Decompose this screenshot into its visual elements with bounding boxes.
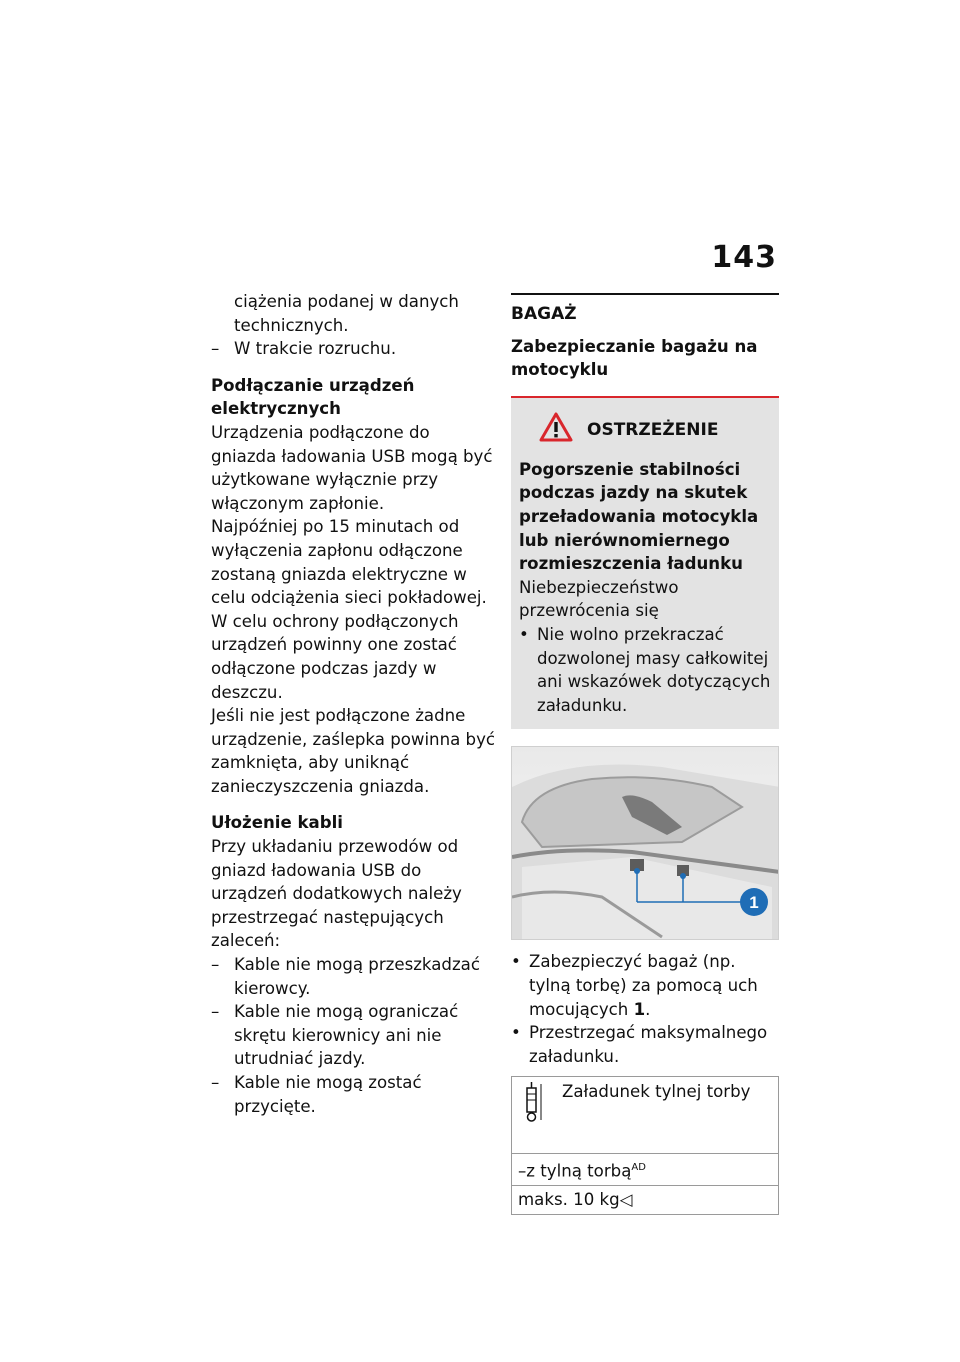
dash-item-start (211, 337, 496, 361)
bullet-text: Nie wolno przekraczać dozwolonej masy całkowitej ani wskazówek dotyczących załadunku. (537, 624, 771, 715)
bullet-item-1 (511, 950, 779, 1021)
heading-devices: Podłączanie urządzeń elektrycznych (211, 375, 415, 419)
paragraph-devices-1: Urządzenia podłączone do gniazda ładowania USB mogą być użytkowane wyłącznie przy włączonym zapłonie. (211, 422, 493, 513)
callout-number: 1 (749, 893, 759, 913)
paragraph-cables: Przy układaniu przewodów od gniazd ładowania USB do urządzeń dodatkowych należy przestrzegać następujących zaleceń: (211, 837, 462, 951)
paragraph-devices-4: Jeśli nie jest podłączone żadne urządzenie, zaślepka powinna być zamknięta, aby uniknąć zanieczyszczenia gniazda. (211, 706, 496, 796)
table-row (512, 1153, 778, 1185)
warning-bold-text: Pogorszenie stabilności podczas jazdy na skutek przeładowania motocykla lub nierównomiernego rozmieszczenia ładunku (519, 459, 759, 574)
continued-line-1: ciążenia podanej w danych (234, 292, 459, 311)
reference-number: 1 (633, 999, 646, 1019)
dash-item-3 (211, 1071, 496, 1118)
bullet-mark: • (519, 624, 529, 644)
table-cell-variant: –z tylną torbą (518, 1161, 632, 1181)
table-title: Załadunek tylnej torby (562, 1082, 751, 1102)
luggage-photo (511, 746, 779, 940)
table-header (512, 1077, 778, 1153)
dash-text: Kable nie mogą ograniczać skrętu kierownicy ani nie utrudniać jazdy. (234, 1002, 459, 1069)
warning-box (511, 396, 779, 730)
table-row (512, 1185, 778, 1214)
page-number: 143 (711, 240, 777, 275)
table-cell-superscript: AD (631, 1162, 646, 1174)
paragraph-devices-2: Najpóźniej po 15 minutach od wyłączenia zapłonu odłączone zostaną gniazda elektryczne w celu odciążenia sieci pokładowej. (211, 517, 487, 608)
left-column (211, 290, 496, 1118)
luggage-illustration (512, 747, 779, 939)
dash-text: Kable nie mogą przeszkadzać kierowcy. (234, 955, 480, 998)
right-column (511, 293, 779, 1215)
table-cell-value: maks. 10 kg◁ (518, 1190, 633, 1210)
heading-cables: Ułożenie kabli (211, 813, 343, 833)
bullet-text: Zabezpieczyć bagaż (np. tylną torbę) za pomocą uch mocujących (529, 952, 758, 1019)
dash-mark: – (211, 1073, 220, 1092)
dash-text: W trakcie rozruchu. (234, 339, 397, 359)
dash-item-2 (211, 1000, 496, 1071)
dash-mark: – (211, 955, 220, 975)
bullet-mark: • (511, 1023, 521, 1043)
bullet-text: Przestrzegać maksymalnego załadunku. (529, 1023, 768, 1066)
bullet-end: . (645, 999, 651, 1019)
warning-triangle-icon (539, 412, 573, 449)
luggage-weight-icon (518, 1080, 558, 1150)
warning-bullet (519, 623, 771, 717)
dash-mark: – (211, 1002, 220, 1022)
load-table (511, 1076, 779, 1215)
section-title: BAGAŻ (511, 293, 779, 327)
subsection-title: Zabezpieczanie bagażu na motocyklu (511, 336, 758, 380)
paragraph-devices-3: W celu ochrony podłączonych urządzeń powinny one zostać odłączone podczas jazdy w deszczu. (211, 611, 459, 702)
warning-label: OSTRZEŻENIE (587, 419, 719, 440)
warning-text: Niebezpieczeństwo przewrócenia się (519, 577, 679, 621)
continued-line-2: technicznych. (234, 315, 349, 335)
dash-text: Kable nie mogą zostać przycięte. (234, 1073, 422, 1116)
bullet-item-2 (511, 1021, 779, 1068)
warning-header (519, 412, 771, 450)
dash-mark: – (211, 339, 220, 359)
dash-item-1 (211, 953, 496, 1000)
bullet-mark: • (511, 952, 521, 972)
